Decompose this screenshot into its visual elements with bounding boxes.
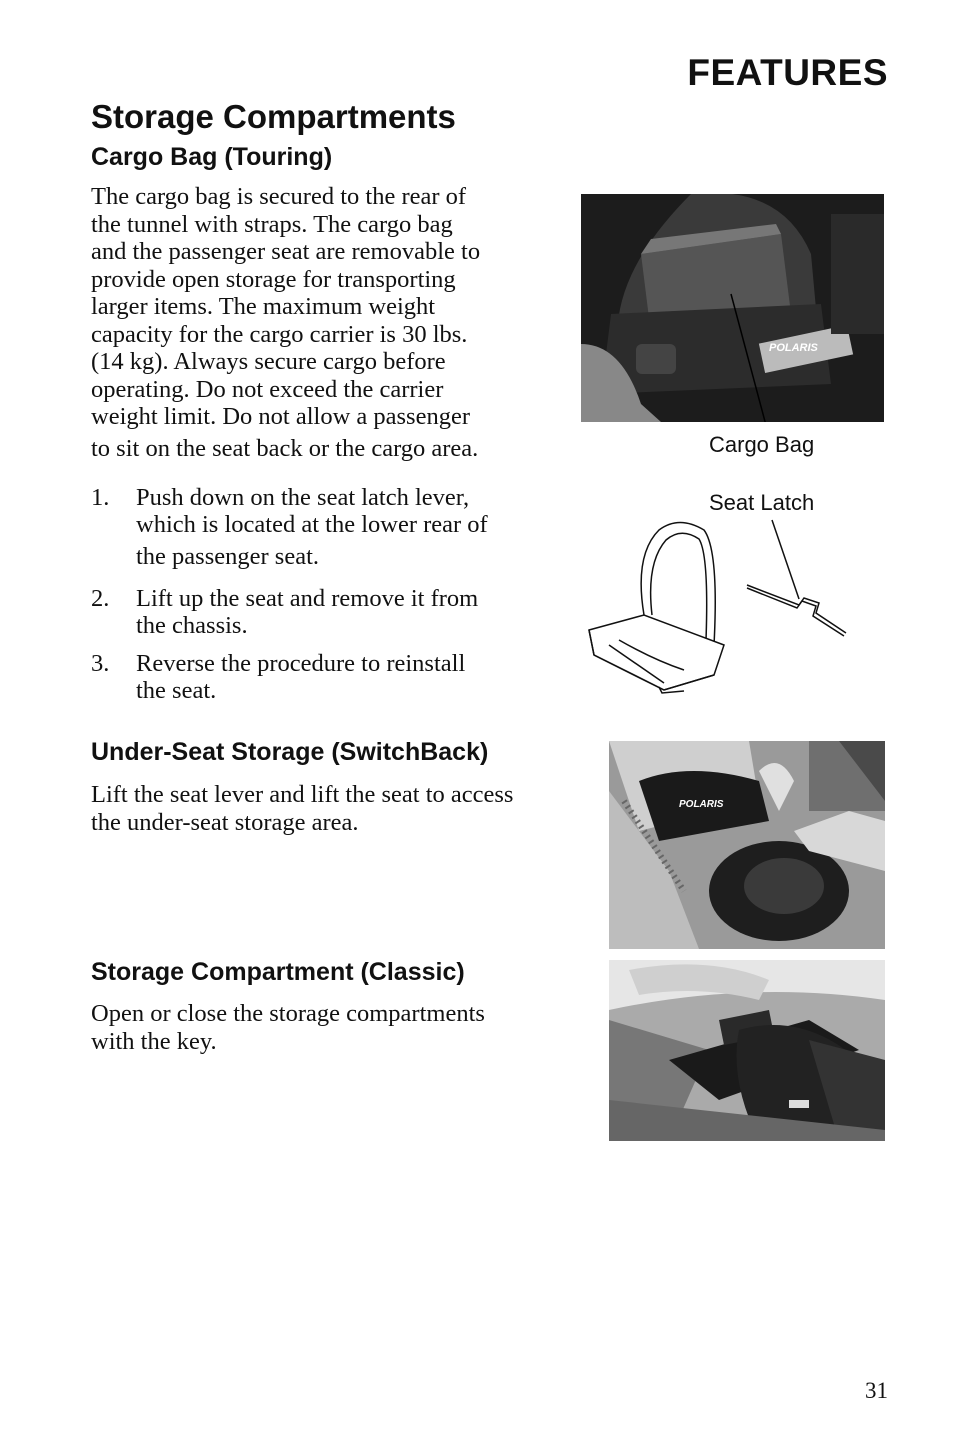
seat-latch-diagram [584,515,854,695]
paragraph-line: to sit on the seat back or the cargo area. [91,434,479,462]
step-line: the seat. [136,677,217,704]
paragraph-line: (14 kg). Always secure cargo before [91,348,446,375]
paragraph-line: Lift the seat lever and lift the seat to access [91,781,514,808]
classic-storage-photo [609,960,885,1141]
paragraph-line: with the key. [91,1027,217,1055]
seat-latch-caption: Seat Latch [709,490,815,515]
cargo-bag-photo [581,194,884,422]
step-line: Lift up the seat and remove it from [136,585,479,612]
cargo-bag-paragraph [91,183,480,462]
under-seat-heading: Under-Seat Storage (SwitchBack) [91,738,489,766]
under-seat-photo [609,741,885,949]
brand-logo: POLARIS [679,799,724,810]
step-line: Push down on the seat latch lever, [136,484,470,511]
classic-paragraph [91,1000,485,1055]
step-number: 2. [91,585,110,612]
step-line: which is located at the lower rear of [136,511,488,538]
paragraph-line: the tunnel with straps. The cargo bag [91,210,453,238]
under-seat-paragraph [91,781,513,836]
paragraph-line: larger items. The maximum weight [91,293,436,320]
under-seat-photo-illustration [609,741,885,949]
step-number: 3. [91,650,110,677]
paragraph-line: and the passenger seat are removable to [91,238,481,265]
paragraph-line: provide open storage for transporting [91,265,456,293]
paragraph-line: operating. Do not exceed the carrier [91,375,444,403]
cargo-bag-photo-illustration [581,194,884,422]
page-number: 31 [865,1378,888,1403]
paragraph-line: Open or close the storage compartments [91,1000,485,1027]
paragraph-line: weight limit. Do not allow a passenger [91,403,470,430]
step-number: 1. [91,484,110,511]
step-line: the chassis. [136,612,248,639]
paragraph-line: the under-seat storage area. [91,808,359,836]
classic-heading: Storage Compartment (Classic) [91,958,465,986]
paragraph-line: capacity for the cargo carrier is 30 lbs. [91,320,468,348]
paragraph-line: The cargo bag is secured to the rear of [91,183,467,210]
cargo-bag-heading: Cargo Bag (Touring) [91,143,333,171]
page-title: Storage Compartments [91,98,456,135]
step-line: the passenger seat. [136,543,319,570]
section-header: FEATURES [687,52,888,93]
brand-logo: POLARIS [769,342,818,354]
cargo-bag-caption: Cargo Bag [709,432,815,457]
classic-storage-photo-illustration [609,960,885,1141]
step-line: Reverse the procedure to reinstall [136,650,466,677]
